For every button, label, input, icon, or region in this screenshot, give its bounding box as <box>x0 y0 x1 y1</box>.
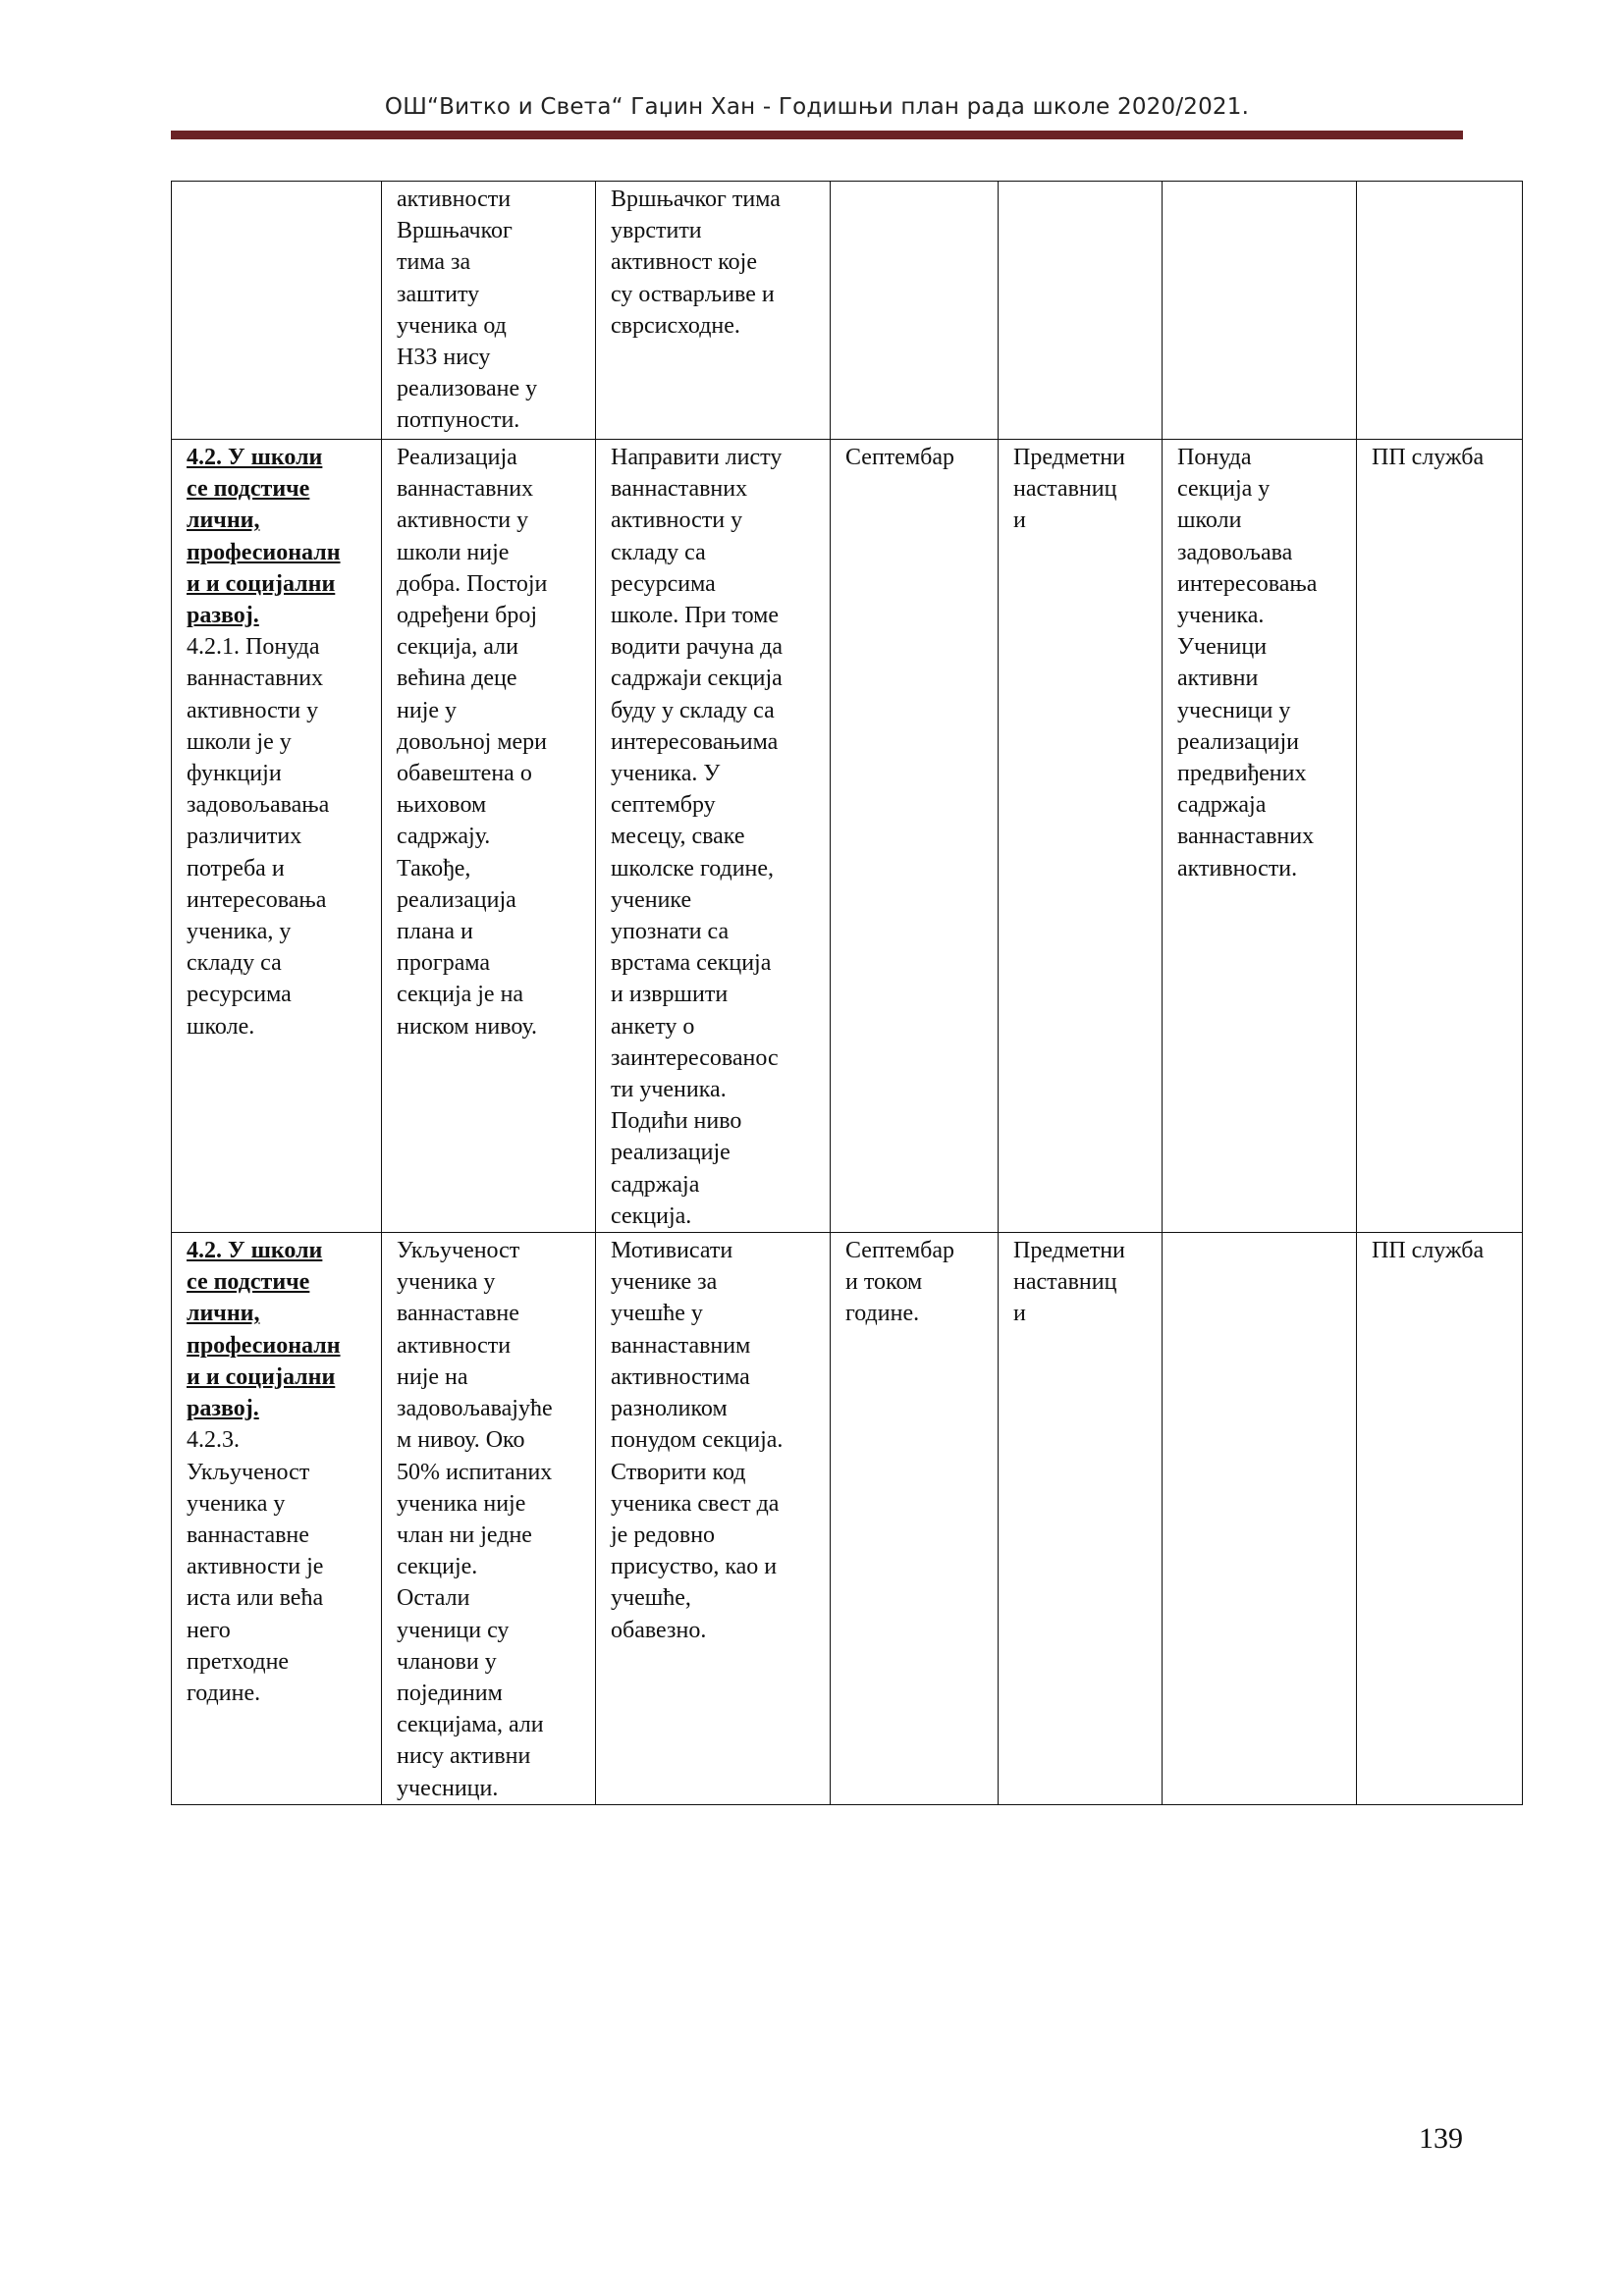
timeframe-cell: Септембар <box>831 440 999 1233</box>
current-state-cell: Укљученост ученика у ваннаставне активности није на задовољавајуће м нивоу. Око 50% испитаних ученика није члан ни једне секције. Остали ученици су чланови у појединим секцијама, али нису активни учесници. <box>382 1233 596 1805</box>
current-state-cell: активности Вршњачког тима за заштиту ученика од НЗЗ нису реализоване у потпуности. <box>382 182 596 440</box>
goal-cell <box>172 182 382 440</box>
goal-title: 4.2. У школи се подстиче лични, професионалн и и социјални развој. <box>187 1238 341 1422</box>
page-header: ОШ“Витко и Света“ Гаџин Хан - Годишњи план рада школе 2020/2021. <box>384 94 1250 120</box>
goal-title: 4.2. У школи се подстиче лични, професионалн и и социјални развој. <box>187 445 341 629</box>
indicator-text: 4.2.1. Понуда ваннаставних активности у школи је у функцији задовољавања различитих потреба и интересовања ученика, у складу са ресурсима школе. <box>187 634 330 1040</box>
activities-cell: Мотивисати ученике за учешће у ваннаставним активностима разноликом понудом секција. Створити код ученика свест да је редовно присуство, као и учешће, обавезно. <box>596 1233 831 1805</box>
indicator-text: 4.2.3. Укљученост ученика у ваннаставне активности је иста или већа него претходне године. <box>187 1427 324 1706</box>
goal-cell <box>172 1233 382 1805</box>
plan-table <box>171 181 1523 1805</box>
success-criteria-cell <box>1163 1233 1357 1805</box>
activities-cell: Направити листу ваннаставних активности у складу са ресурсима школе. При томе водити рачуна да садржаји секција буду у складу са интересовањима ученика. У септембру месецу, сваке школске године, ученике упознати са врстама секција и извршити анкету о заинтересованос ти ученика. Подићи ниво реализације садржаја секција. <box>596 440 831 1233</box>
current-state-cell: Реализација ваннаставних активности у школи није добра. Постоји одређени број секција, али већина деце није у довољној мери обавештена о њиховом садржају. Такође, реализација плана и програма секција је на ниском нивоу. <box>382 440 596 1233</box>
success-criteria-cell <box>1163 182 1357 440</box>
table-row <box>172 440 1523 1233</box>
page-number: 139 <box>1419 2122 1463 2155</box>
activities-cell: Вршњачког тима уврстити активност које су остварљиве и сврсисходне. <box>596 182 831 440</box>
goal-cell <box>172 440 382 1233</box>
success-criteria-cell: Понуда секција у школи задовољава интересовања ученика. Ученици активни учесници у реализацији предвиђених садржаја ваннаставних активности. <box>1163 440 1357 1233</box>
timeframe-cell: Септембар и током године. <box>831 1233 999 1805</box>
table-row <box>172 1233 1523 1805</box>
table-row <box>172 182 1523 440</box>
header-rule <box>171 131 1463 139</box>
responsible-cell <box>999 182 1163 440</box>
monitoring-cell: ПП служба <box>1357 1233 1523 1805</box>
responsible-cell: Предметни наставниц и <box>999 1233 1163 1805</box>
monitoring-cell <box>1357 182 1523 440</box>
monitoring-cell: ПП служба <box>1357 440 1523 1233</box>
responsible-cell: Предметни наставниц и <box>999 440 1163 1233</box>
timeframe-cell <box>831 182 999 440</box>
